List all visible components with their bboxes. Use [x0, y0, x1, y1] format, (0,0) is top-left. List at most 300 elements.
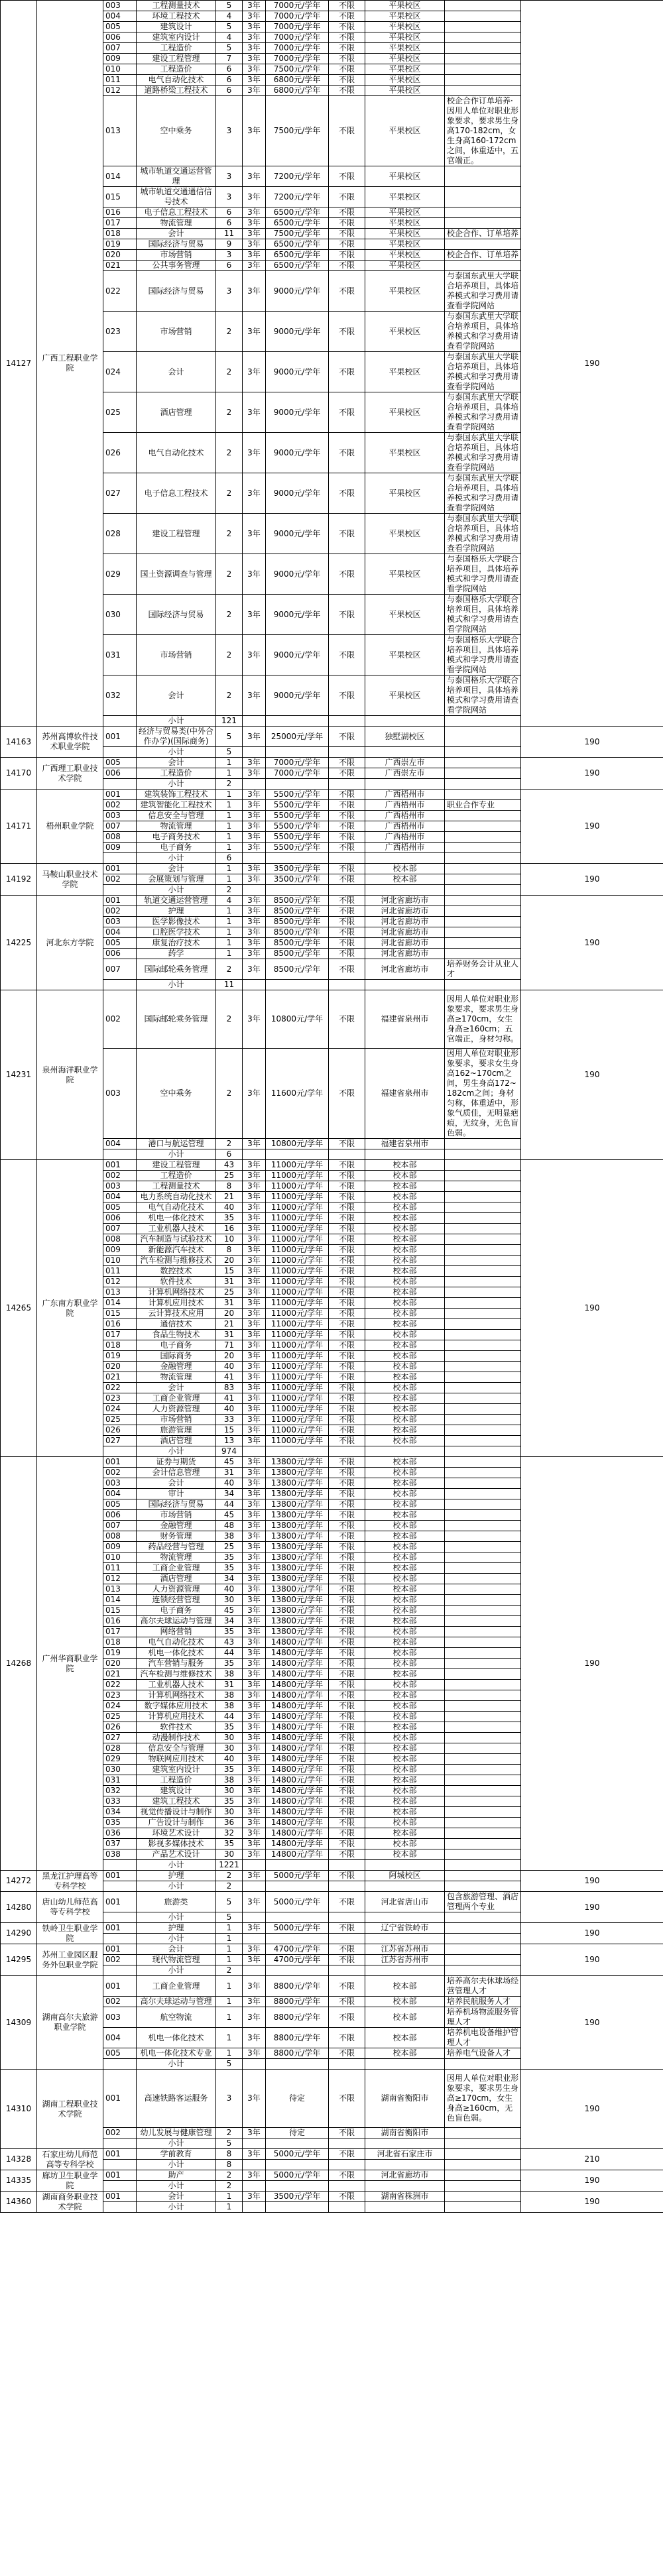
major-code-cell: 007	[103, 821, 137, 832]
tuition-cell: 11000元/学年	[266, 1213, 329, 1224]
tuition-cell: 9000元/学年	[266, 392, 329, 433]
subtotal-blank-cell	[103, 747, 137, 758]
tuition-cell: 7000元/学年	[266, 1, 329, 11]
remark-cell	[445, 1616, 521, 1627]
subtotal-value: 5	[216, 747, 243, 758]
language-cell: 不限	[329, 1383, 365, 1393]
years-cell: 3年	[243, 1181, 266, 1192]
plan-count-cell: 6	[216, 86, 243, 96]
language-cell: 不限	[329, 22, 365, 32]
language-cell: 不限	[329, 1818, 365, 1828]
campus-cell: 平果校区	[365, 207, 445, 218]
major-code-cell: 025	[103, 1415, 137, 1425]
subtotal-empty-cell	[329, 2059, 365, 2070]
plan-total-cell: 190	[521, 790, 663, 864]
subtotal-blank-cell	[103, 1912, 137, 1923]
years-cell: 3年	[243, 1213, 266, 1224]
major-name-cell: 建设工程管理	[137, 1160, 216, 1171]
years-cell: 3年	[243, 1436, 266, 1446]
school-code-cell: 14163	[1, 727, 37, 758]
major-code-cell: 020	[103, 1659, 137, 1669]
major-code-cell: 001	[103, 1871, 137, 1881]
major-code-cell: 003	[103, 1478, 137, 1489]
remark-cell: 与泰国东武里大学联合培养项目，具体培养模式和学习费用请查看学院网站	[445, 473, 521, 514]
remark-cell	[445, 843, 521, 853]
campus-cell: 校本部	[365, 1192, 445, 1202]
campus-cell: 河北省廊坊市	[365, 949, 445, 959]
campus-cell: 平果校区	[365, 32, 445, 43]
major-code-cell: 004	[103, 1192, 137, 1202]
language-cell: 不限	[329, 1, 365, 11]
language-cell: 不限	[329, 1616, 365, 1627]
plan-count-cell: 30	[216, 1786, 243, 1796]
language-cell: 不限	[329, 1362, 365, 1372]
remark-cell	[445, 1563, 521, 1574]
plan-count-cell: 21	[216, 1319, 243, 1330]
years-cell: 3年	[243, 1743, 266, 1754]
remark-cell	[445, 261, 521, 271]
remark-cell	[445, 43, 521, 54]
language-cell: 不限	[329, 1499, 365, 1510]
language-cell: 不限	[329, 2070, 365, 2128]
plan-count-cell: 43	[216, 1637, 243, 1648]
years-cell: 3年	[243, 64, 266, 75]
major-name-cell: 建筑装饰工程技术	[137, 790, 216, 800]
tuition-cell: 13800元/学年	[266, 1521, 329, 1531]
tuition-cell: 14800元/学年	[266, 1839, 329, 1849]
subtotal-empty-cell	[329, 853, 365, 864]
campus-cell: 校本部	[365, 1563, 445, 1574]
school-code-cell: 14360	[1, 2192, 37, 2213]
subtotal-empty-cell	[243, 980, 266, 990]
remark-cell	[445, 1478, 521, 1489]
major-code-cell: 001	[103, 1892, 137, 1912]
subtotal-empty-cell	[266, 779, 329, 790]
subtotal-blank-cell	[103, 1965, 137, 1976]
major-code-cell: 011	[103, 1266, 137, 1277]
campus-cell: 校本部	[365, 2048, 445, 2059]
major-code-cell: 032	[103, 1786, 137, 1796]
school-name-cell: 苏州工业园区服务外包职业学院	[37, 1944, 103, 1976]
plan-count-cell: 1	[216, 811, 243, 821]
tuition-cell: 8500元/学年	[266, 927, 329, 938]
remark-cell: 与泰国格乐大学联合培养项目，具体培养模式和学习费用请查看学院网站	[445, 675, 521, 716]
plan-count-cell: 2	[216, 959, 243, 980]
tuition-cell: 5500元/学年	[266, 811, 329, 821]
language-cell: 不限	[329, 1531, 365, 1542]
major-code-cell: 021	[103, 1669, 137, 1680]
major-name-cell: 道路桥梁工程技术	[137, 86, 216, 96]
remark-cell	[445, 1202, 521, 1213]
campus-cell: 校本部	[365, 1839, 445, 1849]
major-name-cell: 建筑工程技术	[137, 1796, 216, 1807]
tuition-cell: 14800元/学年	[266, 1775, 329, 1786]
school-code-cell: 14127	[1, 1, 37, 727]
language-cell: 不限	[329, 1468, 365, 1478]
subtotal-empty-cell	[365, 1912, 445, 1923]
plan-count-cell: 41	[216, 1372, 243, 1383]
remark-cell	[445, 1192, 521, 1202]
campus-cell: 福建省泉州市	[365, 1139, 445, 1149]
major-name-cell: 幼儿发展与健康管理	[137, 2128, 216, 2138]
subtotal-blank-cell	[103, 2160, 137, 2170]
school-code-cell: 14265	[1, 1160, 37, 1457]
language-cell: 不限	[329, 811, 365, 821]
campus-cell: 校本部	[365, 1552, 445, 1563]
subtotal-empty-cell	[329, 980, 365, 990]
remark-cell	[445, 1786, 521, 1796]
years-cell: 3年	[243, 1955, 266, 1965]
major-code-cell: 029	[103, 1754, 137, 1765]
years-cell: 3年	[243, 1839, 266, 1849]
remark-cell: 职业合作专业	[445, 800, 521, 811]
years-cell: 3年	[243, 917, 266, 927]
major-name-cell: 物流管理	[137, 1372, 216, 1383]
major-name-cell: 连锁经营管理	[137, 1595, 216, 1606]
major-code-cell: 008	[103, 1531, 137, 1542]
tuition-cell: 14800元/学年	[266, 1680, 329, 1690]
subtotal-value: 2	[216, 2181, 243, 2192]
remark-cell	[445, 938, 521, 949]
campus-cell: 校本部	[365, 1256, 445, 1266]
years-cell: 3年	[243, 758, 266, 768]
tuition-cell: 11000元/学年	[266, 1256, 329, 1266]
years-cell: 3年	[243, 1542, 266, 1552]
language-cell: 不限	[329, 1340, 365, 1351]
campus-cell: 校本部	[365, 2028, 445, 2048]
tuition-cell: 7000元/学年	[266, 768, 329, 779]
remark-cell	[445, 1340, 521, 1351]
major-name-cell: 工程造价	[137, 64, 216, 75]
major-name-cell: 医学影像技术	[137, 917, 216, 927]
campus-cell: 平果校区	[365, 433, 445, 473]
campus-cell: 平果校区	[365, 250, 445, 261]
tuition-cell: 7200元/学年	[266, 166, 329, 187]
subtotal-empty-cell	[266, 2181, 329, 2192]
language-cell: 不限	[329, 938, 365, 949]
campus-cell: 平果校区	[365, 261, 445, 271]
tuition-cell: 13800元/学年	[266, 1531, 329, 1542]
years-cell: 3年	[243, 1976, 266, 1997]
remark-cell	[445, 1393, 521, 1404]
tuition-cell: 11000元/学年	[266, 1309, 329, 1319]
campus-cell: 湖南省衡阳市	[365, 2070, 445, 2128]
campus-cell: 湖南省株洲市	[365, 2192, 445, 2202]
remark-cell	[445, 1139, 521, 1149]
major-code-cell: 013	[103, 1287, 137, 1298]
plan-count-cell: 1	[216, 874, 243, 885]
years-cell: 3年	[243, 1298, 266, 1309]
tuition-cell: 11000元/学年	[266, 1224, 329, 1234]
tuition-cell: 13800元/学年	[266, 1627, 329, 1637]
plan-count-cell: 6	[216, 64, 243, 75]
remark-cell	[445, 1680, 521, 1690]
subtotal-empty-cell	[365, 2181, 445, 2192]
subtotal-empty-cell	[329, 2160, 365, 2170]
years-cell: 3年	[243, 1351, 266, 1362]
remark-cell	[445, 790, 521, 800]
subtotal-empty-cell	[266, 1912, 329, 1923]
years-cell: 3年	[243, 1552, 266, 1563]
major-name-cell: 数字媒体应用技术	[137, 1701, 216, 1712]
subtotal-empty-cell	[243, 1860, 266, 1871]
subtotal-empty-cell	[266, 1149, 329, 1160]
major-name-cell: 会展策划与管理	[137, 874, 216, 885]
plan-count-cell: 1	[216, 906, 243, 917]
plan-count-cell: 44	[216, 1499, 243, 1510]
language-cell: 不限	[329, 1765, 365, 1775]
major-code-cell: 005	[103, 22, 137, 32]
plan-count-cell: 31	[216, 1298, 243, 1309]
subtotal-empty-cell	[329, 1446, 365, 1457]
years-cell: 3年	[243, 207, 266, 218]
table-row	[1, 1923, 663, 1934]
major-name-cell: 视觉传播设计与制作	[137, 1807, 216, 1818]
major-name-cell: 物流管理	[137, 218, 216, 229]
language-cell: 不限	[329, 896, 365, 906]
school-name-cell: 湖南商务职业技术学院	[37, 2192, 103, 2213]
campus-cell: 校本部	[365, 874, 445, 885]
major-code-cell: 001	[103, 1160, 137, 1171]
language-cell: 不限	[329, 821, 365, 832]
plan-count-cell: 1	[216, 832, 243, 843]
language-cell: 不限	[329, 96, 365, 166]
major-code-cell: 034	[103, 1807, 137, 1818]
language-cell: 不限	[329, 32, 365, 43]
campus-cell: 平果校区	[365, 239, 445, 250]
tuition-cell: 8800元/学年	[266, 2007, 329, 2028]
years-cell: 3年	[243, 1372, 266, 1383]
years-cell: 3年	[243, 1393, 266, 1404]
major-name-cell: 旅游管理	[137, 1425, 216, 1436]
tuition-cell: 3500元/学年	[266, 2192, 329, 2202]
remark-cell: 与泰国格乐大学联合培养项目，具体培养模式和学习费用请查看学院网站	[445, 595, 521, 635]
subtotal-empty-cell	[445, 1446, 521, 1457]
campus-cell: 校本部	[365, 1712, 445, 1722]
tuition-cell: 6500元/学年	[266, 250, 329, 261]
plan-total-cell: 190	[521, 758, 663, 790]
subtotal-empty-cell	[329, 885, 365, 896]
major-name-cell: 助产	[137, 2170, 216, 2181]
plan-count-cell: 7	[216, 54, 243, 64]
major-code-cell: 012	[103, 86, 137, 96]
years-cell: 3年	[243, 1595, 266, 1606]
remark-cell	[445, 1595, 521, 1606]
years-cell: 3年	[243, 1690, 266, 1701]
years-cell: 3年	[243, 1404, 266, 1415]
campus-cell: 校本部	[365, 1976, 445, 1997]
subtotal-empty-cell	[243, 2181, 266, 2192]
campus-cell: 校本部	[365, 1521, 445, 1531]
remark-cell: 校企合作订单培养·因用人单位对职业形象要求，要求男生身高170-182cm，女生身高160-172cm之间，体重适中，五官端正。	[445, 96, 521, 166]
years-cell: 3年	[243, 261, 266, 271]
tuition-cell: 11000元/学年	[266, 1330, 329, 1340]
campus-cell: 平果校区	[365, 64, 445, 75]
plan-count-cell: 31	[216, 1468, 243, 1478]
campus-cell: 校本部	[365, 1765, 445, 1775]
subtotal-empty-cell	[329, 2181, 365, 2192]
remark-cell	[445, 811, 521, 821]
tuition-cell: 14800元/学年	[266, 1722, 329, 1733]
major-code-cell: 037	[103, 1839, 137, 1849]
years-cell: 3年	[243, 1733, 266, 1743]
language-cell: 不限	[329, 392, 365, 433]
remark-cell	[445, 1627, 521, 1637]
plan-count-cell: 8	[216, 2149, 243, 2160]
major-code-cell: 022	[103, 1383, 137, 1393]
major-name-cell: 国际邮轮乘务管理	[137, 990, 216, 1049]
language-cell: 不限	[329, 1404, 365, 1415]
subtotal-empty-cell	[329, 2138, 365, 2149]
major-name-cell: 通信技术	[137, 1319, 216, 1330]
plan-count-cell: 1	[216, 800, 243, 811]
campus-cell: 平果校区	[365, 166, 445, 187]
plan-count-cell: 1	[216, 949, 243, 959]
plan-count-cell: 3	[216, 166, 243, 187]
remark-cell	[445, 1807, 521, 1818]
tuition-cell: 11000元/学年	[266, 1362, 329, 1372]
campus-cell: 校本部	[365, 1234, 445, 1245]
subtotal-empty-cell	[445, 716, 521, 727]
subtotal-empty-cell	[365, 1965, 445, 1976]
tuition-cell: 14800元/学年	[266, 1796, 329, 1807]
campus-cell: 校本部	[365, 1499, 445, 1510]
language-cell: 不限	[329, 1181, 365, 1192]
tuition-cell: 8500元/学年	[266, 917, 329, 927]
plan-count-cell: 71	[216, 1340, 243, 1351]
major-code-cell: 014	[103, 1298, 137, 1309]
major-code-cell: 020	[103, 1362, 137, 1372]
plan-count-cell: 3	[216, 96, 243, 166]
tuition-cell: 9000元/学年	[266, 514, 329, 554]
plan-count-cell: 6	[216, 261, 243, 271]
major-name-cell: 经济与贸易类(中外合作办学)(国际商务)	[137, 727, 216, 747]
major-code-cell: 031	[103, 635, 137, 675]
major-code-cell: 016	[103, 1319, 137, 1330]
remark-cell	[445, 874, 521, 885]
remark-cell	[445, 218, 521, 229]
plan-count-cell: 35	[216, 1563, 243, 1574]
remark-cell	[445, 1224, 521, 1234]
remark-cell	[445, 1362, 521, 1372]
subtotal-label: 小计	[137, 980, 216, 990]
plan-count-cell: 35	[216, 1839, 243, 1849]
major-code-cell: 002	[103, 874, 137, 885]
school-name-cell: 唐山幼儿师范高等专科学校	[37, 1892, 103, 1923]
subtotal-empty-cell	[329, 1860, 365, 1871]
plan-count-cell: 1	[216, 938, 243, 949]
major-name-cell: 康复治疗技术	[137, 938, 216, 949]
remark-cell	[445, 64, 521, 75]
subtotal-empty-cell	[243, 853, 266, 864]
major-name-cell: 机电一体化技术	[137, 1648, 216, 1659]
plan-total-cell: 190	[521, 2192, 663, 2213]
subtotal-blank-cell	[103, 980, 137, 990]
plan-count-cell: 5	[216, 1, 243, 11]
campus-cell: 平果校区	[365, 514, 445, 554]
plan-count-cell: 38	[216, 1701, 243, 1712]
remark-cell: 校企合作、订单培养	[445, 229, 521, 239]
major-code-cell: 010	[103, 1256, 137, 1266]
tuition-cell: 9000元/学年	[266, 595, 329, 635]
years-cell: 3年	[243, 2028, 266, 2048]
tuition-cell: 9000元/学年	[266, 271, 329, 312]
subtotal-empty-cell	[329, 1912, 365, 1923]
remark-cell	[445, 1754, 521, 1765]
years-cell: 3年	[243, 1309, 266, 1319]
tuition-cell: 6800元/学年	[266, 75, 329, 86]
language-cell: 不限	[329, 1637, 365, 1648]
plan-total-cell: 190	[521, 1892, 663, 1923]
years-cell: 3年	[243, 1, 266, 11]
tuition-cell: 14800元/学年	[266, 1818, 329, 1828]
remark-cell: 包含旅游管理、酒店管理两个专业	[445, 1892, 521, 1912]
major-code-cell: 035	[103, 1818, 137, 1828]
subtotal-value: 974	[216, 1446, 243, 1457]
major-name-cell: 会计	[137, 1478, 216, 1489]
remark-cell	[445, 1415, 521, 1425]
major-name-cell: 环境艺术设计	[137, 1828, 216, 1839]
years-cell: 3年	[243, 675, 266, 716]
school-code-cell: 14231	[1, 990, 37, 1160]
plan-count-cell: 31	[216, 1277, 243, 1287]
major-name-cell: 国际经济与贸易	[137, 271, 216, 312]
tuition-cell: 14800元/学年	[266, 1701, 329, 1712]
table-row	[1, 758, 663, 768]
campus-cell: 河北省廊坊市	[365, 2170, 445, 2181]
plan-count-cell: 2	[216, 635, 243, 675]
subtotal-empty-cell	[243, 2138, 266, 2149]
campus-cell: 福建省泉州市	[365, 1049, 445, 1139]
campus-cell: 平果校区	[365, 86, 445, 96]
language-cell: 不限	[329, 1542, 365, 1552]
language-cell: 不限	[329, 352, 365, 392]
plan-count-cell: 4	[216, 11, 243, 22]
language-cell: 不限	[329, 1775, 365, 1786]
school-code-cell: 14328	[1, 2149, 37, 2170]
tuition-cell: 7200元/学年	[266, 187, 329, 207]
language-cell: 不限	[329, 2192, 365, 2202]
plan-count-cell: 3	[216, 2070, 243, 2128]
plan-count-cell: 45	[216, 1606, 243, 1616]
campus-cell: 平果校区	[365, 54, 445, 64]
years-cell: 3年	[243, 1415, 266, 1425]
language-cell: 不限	[329, 1701, 365, 1712]
subtotal-empty-cell	[445, 1860, 521, 1871]
subtotal-empty-cell	[266, 1965, 329, 1976]
plan-count-cell: 45	[216, 1457, 243, 1468]
remark-cell	[445, 1659, 521, 1669]
major-code-cell: 003	[103, 811, 137, 821]
years-cell: 3年	[243, 1871, 266, 1881]
language-cell: 不限	[329, 1849, 365, 1860]
tuition-cell: 13800元/学年	[266, 1542, 329, 1552]
school-code-cell: 14295	[1, 1944, 37, 1976]
subtotal-empty-cell	[329, 1965, 365, 1976]
tuition-cell: 14800元/学年	[266, 1849, 329, 1860]
campus-cell: 平果校区	[365, 473, 445, 514]
subtotal-empty-cell	[445, 2181, 521, 2192]
years-cell: 3年	[243, 1266, 266, 1277]
campus-cell: 校本部	[365, 1468, 445, 1478]
school-name-cell: 黑龙江护理高等专科学校	[37, 1871, 103, 1892]
subtotal-empty-cell	[243, 1934, 266, 1944]
years-cell: 3年	[243, 1648, 266, 1659]
major-code-cell: 013	[103, 1584, 137, 1595]
tuition-cell: 14800元/学年	[266, 1765, 329, 1775]
campus-cell: 校本部	[365, 1298, 445, 1309]
subtotal-empty-cell	[329, 1149, 365, 1160]
